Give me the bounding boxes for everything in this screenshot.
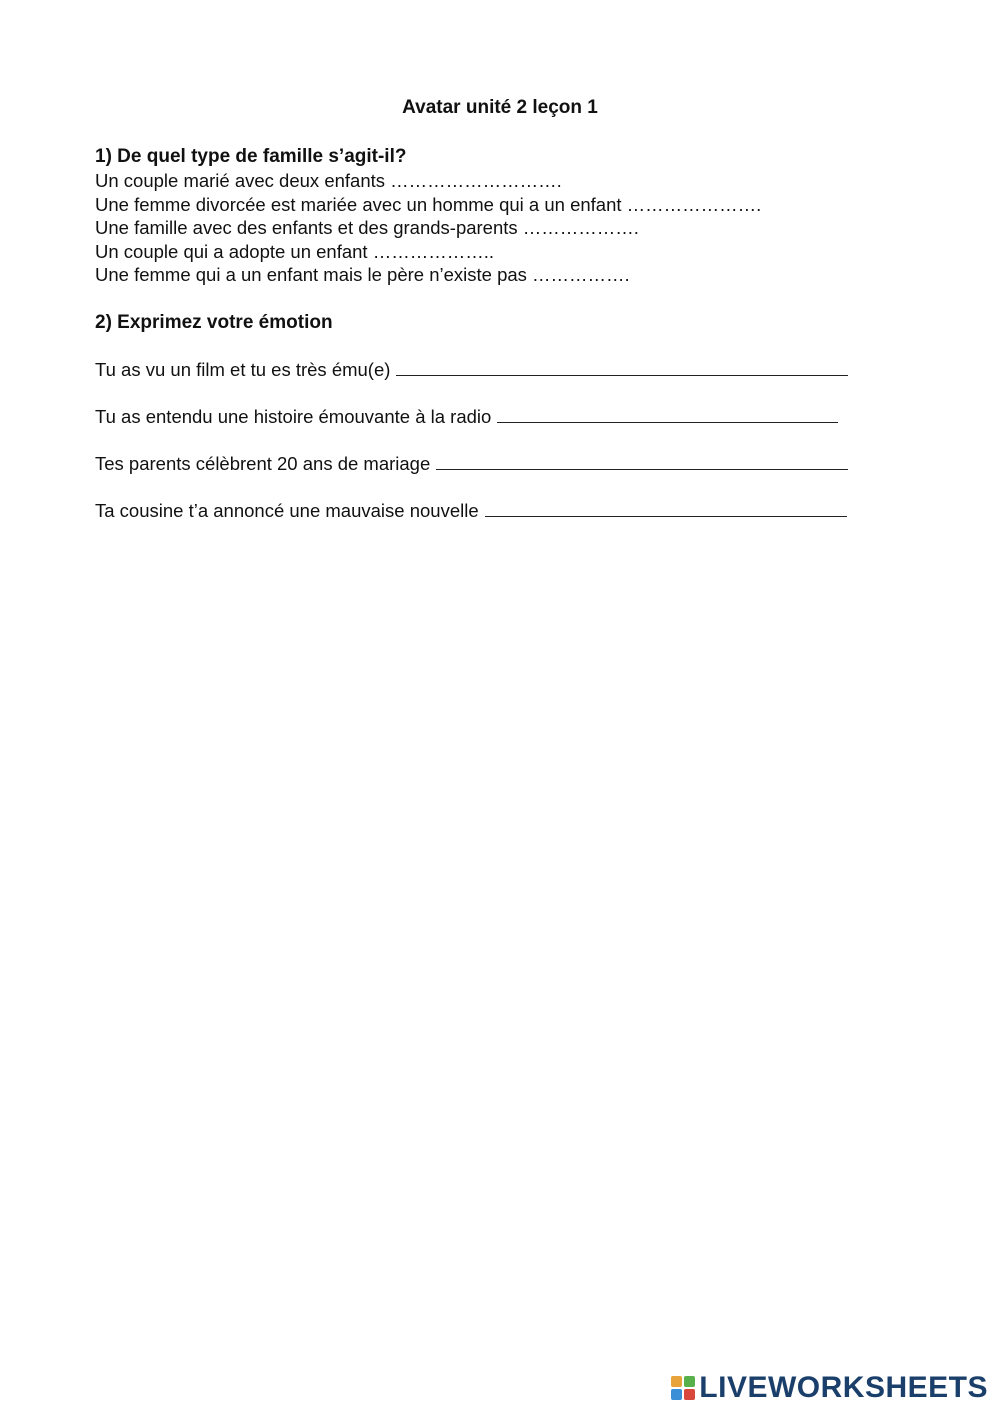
emotion-prompt-4: Ta cousine t’a annoncé une mauvaise nouvelle (95, 500, 479, 521)
emotion-item (95, 499, 915, 523)
logo-square-3 (671, 1389, 682, 1400)
emotion-section (95, 311, 915, 546)
logo-square-1 (671, 1376, 682, 1387)
family-type-section (95, 145, 915, 287)
logo-square-2 (684, 1376, 695, 1387)
section-1-heading: 1) De quel type de famille s’agit-il? (95, 146, 407, 167)
liveworksheets-logo-icon (671, 1376, 695, 1400)
family-question-5: Une femme qui a un enfant mais le père n’existe pas ……………. (95, 264, 630, 285)
emotion-answer-blank-3[interactable] (436, 452, 848, 470)
emotion-prompt-1: Tu as vu un film et tu es très ému(e) (95, 359, 391, 380)
emotion-item (95, 452, 915, 476)
emotion-item (95, 405, 915, 429)
family-question-2: Une femme divorcée est mariée avec un homme qui a un enfant …………………. (95, 193, 762, 215)
emotion-answer-blank-4[interactable] (485, 499, 847, 517)
brand-name: LIVEWORKSHEETS (699, 1371, 988, 1404)
page-title: Avatar unité 2 leçon 1 (402, 97, 598, 118)
logo-square-4 (684, 1389, 695, 1400)
emotion-prompt-3: Tes parents célèbrent 20 ans de mariage (95, 453, 431, 474)
emotion-item (95, 358, 915, 382)
emotion-prompt-2: Tu as entendu une histoire émouvante à la radio (95, 406, 492, 427)
emotion-answer-blank-1[interactable] (396, 358, 848, 376)
emotion-answer-blank-2[interactable] (497, 405, 838, 423)
liveworksheets-brand (671, 1372, 988, 1404)
emotion-list (95, 358, 915, 523)
family-question-3: Une famille avec des enfants et des grands-parents ………………. (95, 217, 639, 238)
family-question-4: Un couple qui a adopte un enfant ……………….. (95, 240, 494, 262)
section-2-heading: 2) Exprimez votre émotion (95, 312, 333, 333)
family-question-1: Un couple marié avec deux enfants ………………………. (95, 170, 562, 191)
